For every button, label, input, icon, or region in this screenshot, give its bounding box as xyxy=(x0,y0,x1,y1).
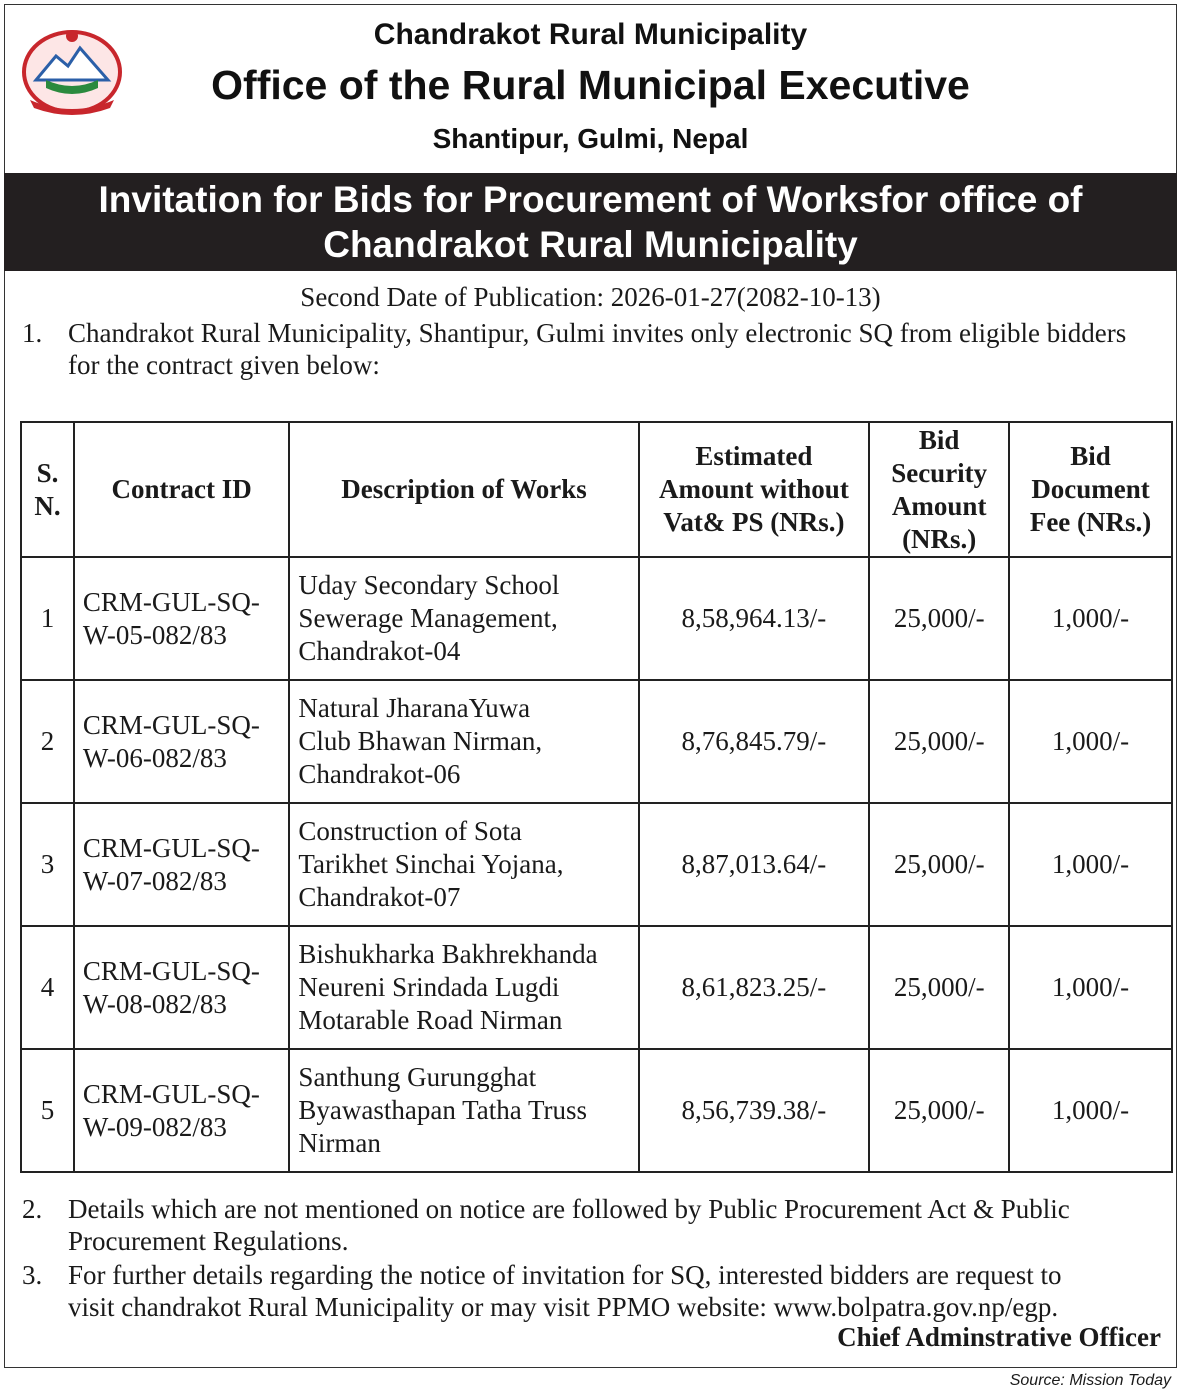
signer-title: Chief Adminstrative Officer xyxy=(837,1322,1161,1352)
banner-line-1: Invitation for Bids for Procurement of Worksfor office of xyxy=(98,179,1083,220)
cell-sn: 1 xyxy=(21,557,74,680)
note-3-line-2: visit chandrakot Rural Municipality or may visit PPMO website: www.bolpatra.gov.np/egp. xyxy=(68,1292,1059,1322)
bids-table xyxy=(20,421,1173,1173)
header-description: Description of Works xyxy=(289,422,638,557)
intro-line-1: Chandrakot Rural Municipality, Shantipur, Gulmi invites only electronic SQ from eligible bidders xyxy=(68,318,1127,348)
cell-estimated-amount: 8,61,823.25/- xyxy=(639,926,870,1049)
intro-line-2: for the contract given below: xyxy=(68,350,380,380)
source-credit: Source: Mission Today xyxy=(1009,1372,1171,1389)
table-header-row xyxy=(21,422,1172,557)
cell-document-fee: 1,000/- xyxy=(1009,557,1172,680)
cell-document-fee: 1,000/- xyxy=(1009,680,1172,803)
cell-contract-id: CRM-GUL-SQ- W-07-082/83 xyxy=(74,803,290,926)
cell-contract-id: CRM-GUL-SQ- W-06-082/83 xyxy=(74,680,290,803)
table-row xyxy=(21,557,1172,680)
note-2-text xyxy=(68,1193,1070,1257)
office-address: Shantipur, Gulmi, Nepal xyxy=(432,123,749,154)
table-row xyxy=(21,926,1172,1049)
publication-date: Second Date of Publication: 2026-01-27(2082-10-13) xyxy=(300,282,881,312)
intro-text xyxy=(68,317,1126,381)
cell-contract-id: CRM-GUL-SQ- W-09-082/83 xyxy=(74,1049,290,1172)
cell-document-fee: 1,000/- xyxy=(1009,1049,1172,1172)
note-2-number: 2. xyxy=(22,1194,43,1224)
cell-bid-security: 25,000/- xyxy=(869,680,1009,803)
table-row xyxy=(21,1049,1172,1172)
cell-description: Construction of Sota Tarikhet Sinchai Yojana, Chandrakot-07 xyxy=(289,803,638,926)
notice-title-banner xyxy=(4,173,1177,271)
table-row xyxy=(21,803,1172,926)
note-3-number: 3. xyxy=(22,1260,43,1290)
cell-contract-id: CRM-GUL-SQ- W-05-082/83 xyxy=(74,557,290,680)
cell-estimated-amount: 8,76,845.79/- xyxy=(639,680,870,803)
cell-estimated-amount: 8,56,739.38/- xyxy=(639,1049,870,1172)
header-document-fee: Bid Document Fee (NRs.) xyxy=(1009,422,1172,557)
cell-bid-security: 25,000/- xyxy=(869,557,1009,680)
note-2-line-2: Procurement Regulations. xyxy=(68,1226,349,1256)
cell-sn: 4 xyxy=(21,926,74,1049)
cell-document-fee: 1,000/- xyxy=(1009,803,1172,926)
header-sn: S. N. xyxy=(21,422,74,557)
cell-sn: 5 xyxy=(21,1049,74,1172)
cell-sn: 2 xyxy=(21,680,74,803)
cell-description: Natural JharanaYuwa Club Bhawan Nirman, Chandrakot-06 xyxy=(289,680,638,803)
table-row xyxy=(21,680,1172,803)
banner-line-2: Chandrakot Rural Municipality xyxy=(323,224,858,265)
cell-document-fee: 1,000/- xyxy=(1009,926,1172,1049)
note-2 xyxy=(22,1193,1172,1259)
cell-contract-id: CRM-GUL-SQ- W-08-082/83 xyxy=(74,926,290,1049)
cell-description: Santhung Gurungghat Byawasthapan Tatha Truss Nirman xyxy=(289,1049,638,1172)
header-estimated-amount: Estimated Amount without Vat& PS (NRs.) xyxy=(639,422,870,557)
cell-description: Uday Secondary School Sewerage Management, Chandrakot-04 xyxy=(289,557,638,680)
header-contract-id: Contract ID xyxy=(74,422,290,557)
cell-bid-security: 25,000/- xyxy=(869,926,1009,1049)
header-bid-security: Bid Security Amount (NRs.) xyxy=(869,422,1009,557)
cell-estimated-amount: 8,87,013.64/- xyxy=(639,803,870,926)
cell-description: Bishukharka Bakhrekhanda Neureni Srindada Lugdi Motarable Road Nirman xyxy=(289,926,638,1049)
note-2-line-1: Details which are not mentioned on notice are followed by Public Procurement Act & Public xyxy=(68,1194,1070,1224)
note-3 xyxy=(22,1259,1172,1325)
office-title: Office of the Rural Municipal Executive xyxy=(211,62,970,108)
intro-number: 1. xyxy=(22,318,43,348)
intro-paragraph xyxy=(22,317,1172,383)
note-3-line-1: For further details regarding the notice of invitation for SQ, interested bidders are request to xyxy=(68,1260,1062,1290)
cell-bid-security: 25,000/- xyxy=(869,803,1009,926)
cell-sn: 3 xyxy=(21,803,74,926)
municipality-name: Chandrakot Rural Municipality xyxy=(373,18,808,51)
note-3-text xyxy=(68,1259,1061,1323)
cell-bid-security: 25,000/- xyxy=(869,1049,1009,1172)
cell-estimated-amount: 8,58,964.13/- xyxy=(639,557,870,680)
